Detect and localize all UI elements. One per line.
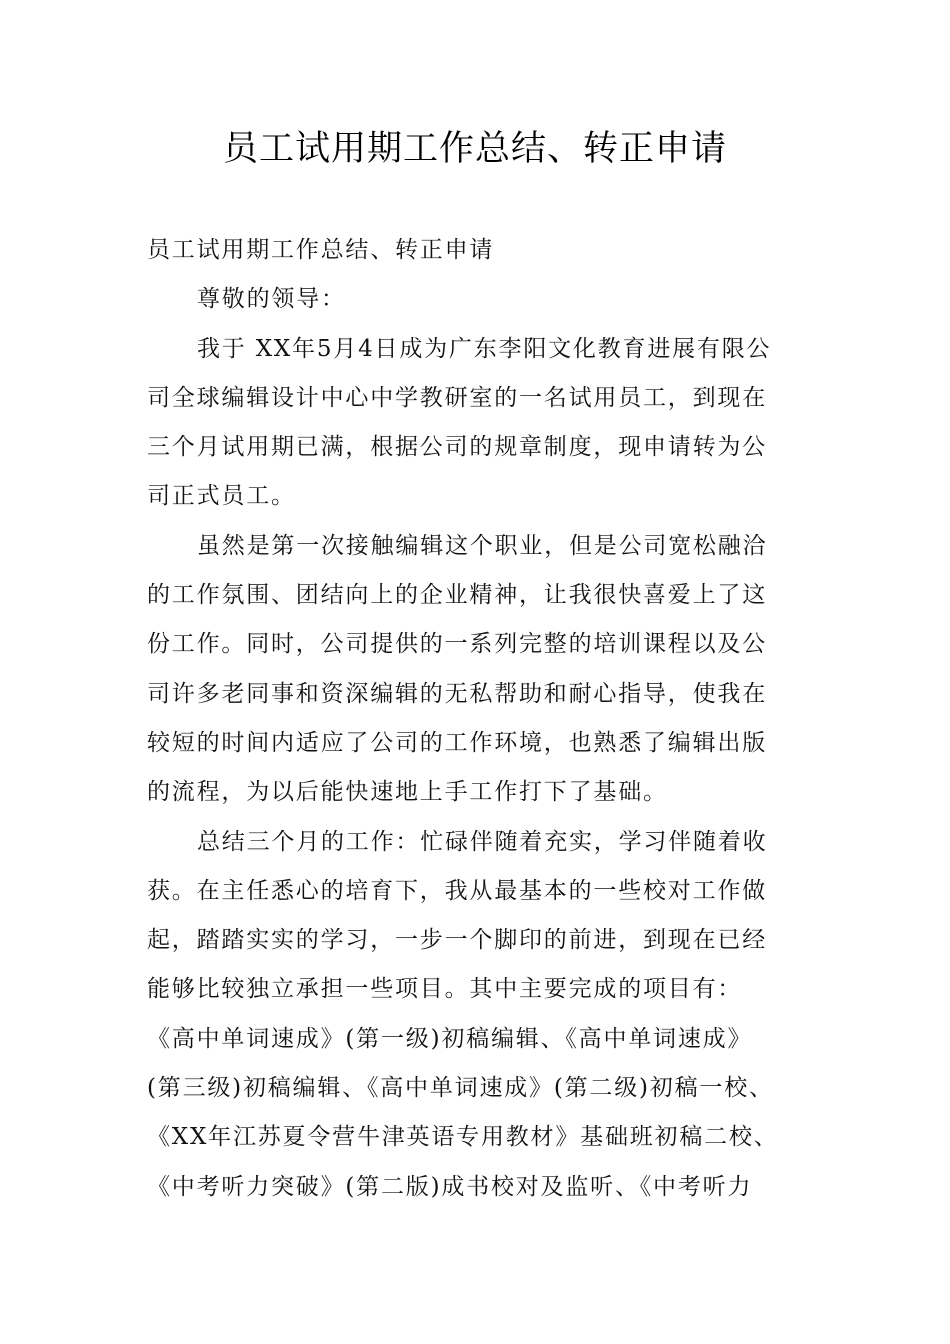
paragraph-line: 能够比较独立承担一些项目。其中主要完成的项目有： [147,976,743,1003]
paragraph-line: 司许多老同事和资深编辑的无私帮助和耐心指导，使我在 [147,680,767,707]
paragraph-line: 份工作。同时，公司提供的一系列完整的培训课程以及公 [147,631,767,658]
paragraph-line: 三个月试用期已满，根据公司的规章制度，现申请转为公 [147,434,767,461]
paragraph-line: 司全球编辑设计中心中学教研室的一名试用员工，到现在 [147,384,767,411]
paragraph-line: 起，踏踏实实的学习，一步一个脚印的前进，到现在已经 [147,927,767,954]
paragraph-line: 虽然是第一次接触编辑这个职业，但是公司宽松融洽 [197,532,768,559]
paragraph-line: 的工作氛围、团结向上的企业精神，让我很快喜爱上了这 [147,582,767,609]
paragraph-line: 《中考听力突破》(第二版)成书校对及监听、《中考听力 [147,1173,753,1200]
document-title: 员工试用期工作总结、转正申请 [222,129,727,169]
paragraph-line: 《高中单词速成》(第一级)初稿编辑、《高中单词速成》 [147,1025,753,1052]
paragraph-line: 司正式员工。 [147,483,296,510]
body-line: 员工试用期工作总结、转正申请 [147,237,495,263]
paragraph-line: 总结三个月的工作：忙碌伴随着充实，学习伴随着收 [197,828,768,855]
salutation-line: 尊敬的领导： [197,286,346,313]
paragraph-line: 较短的时间内适应了公司的工作环境，也熟悉了编辑出版 [147,729,767,756]
paragraph-line: 《XX年江苏夏令营牛津英语专用教材》基础班初稿二校、 [147,1124,779,1151]
document-body [147,226,809,1212]
paragraph-line: 获。在主任悉心的培育下，我从最基本的一些校对工作做 [147,877,767,904]
paragraph-line: 我于 XX年5月4日成为广东李阳文化教育进展有限公 [197,335,772,362]
paragraph-line: 的流程，为以后能快速地上手工作打下了基础。 [147,779,668,806]
paragraph-line: (第三级)初稿编辑、《高中单词速成》(第二级)初稿一校、 [147,1075,774,1102]
